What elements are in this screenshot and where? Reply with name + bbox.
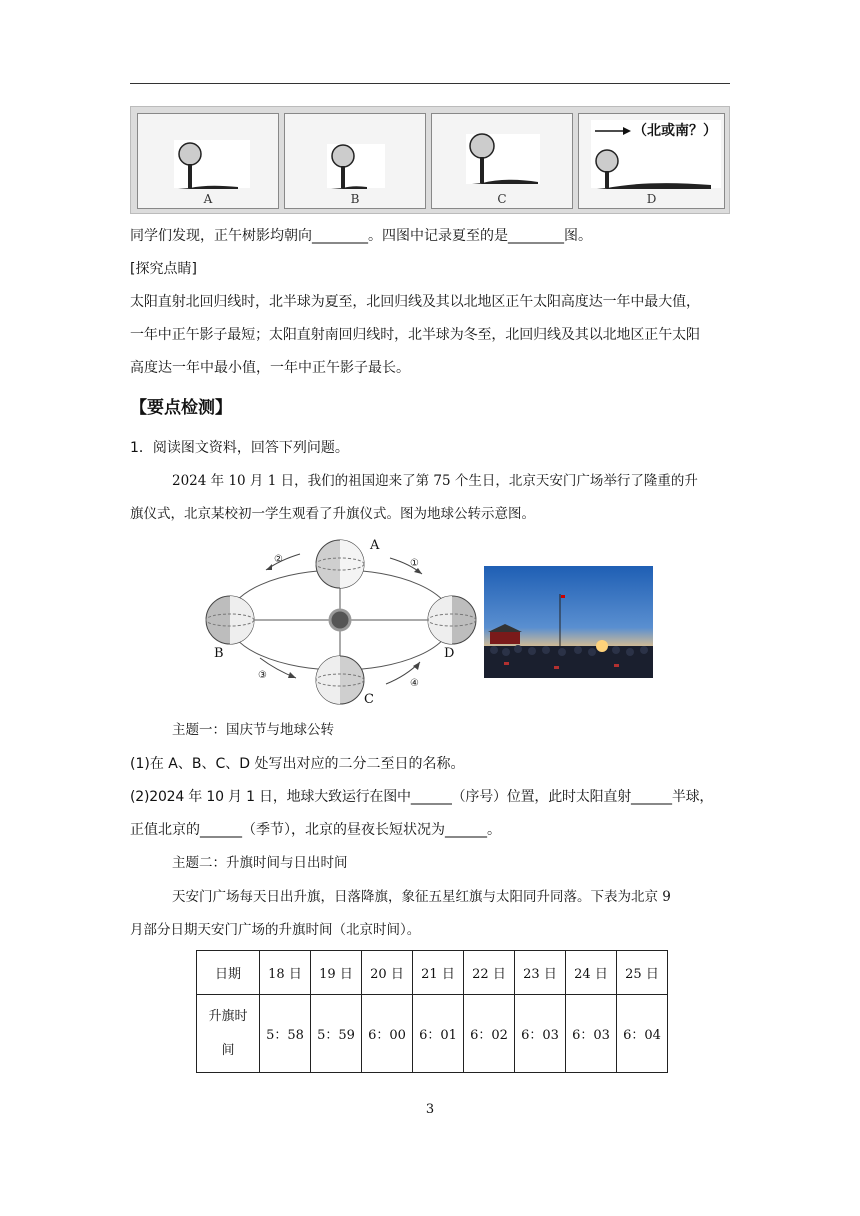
intro-line: 2024 年 10 月 1 日，我们的祖国迎来了第 75 个生日，北京天安门广场举行了隆重的升: [172, 473, 698, 489]
earth-icon: [316, 540, 364, 588]
table-cell: 6：02: [464, 995, 515, 1073]
earth-icon: [428, 596, 476, 644]
panel-b: [284, 113, 426, 209]
earth-orbit-diagram: [200, 534, 490, 714]
table-cell: 22 日: [464, 951, 515, 995]
panel-label: C: [497, 192, 507, 206]
table-cell: 21 日: [413, 951, 464, 995]
table-header: 日期: [197, 951, 260, 995]
table-cell: 18 日: [260, 951, 311, 995]
topic-two-text: 月部分日期天安门广场的升旗时间（北京时间）。: [130, 922, 421, 938]
orbit-number: ①: [410, 558, 419, 569]
question-text: 同学们发现，正午树影均朝向________。四图中记录夏至的是________图。: [130, 228, 592, 244]
section-heading: 【要点检测】: [130, 398, 232, 418]
topic-one: 主题一：国庆节与地球公转: [172, 722, 334, 738]
intro-line: 旗仪式，北京某校初一学生观看了升旗仪式。图为地球公转示意图。: [130, 506, 535, 522]
table-cell: 6：03: [515, 995, 566, 1073]
table-cell: 19 日: [311, 951, 362, 995]
orbit-number: ②: [274, 554, 283, 565]
table-header-line: 升旗时: [208, 1008, 248, 1024]
earth-icon: [206, 596, 254, 644]
table-cell: 5：58: [260, 995, 311, 1073]
orbit-svg: [200, 534, 490, 714]
tree-shadow-figure: [130, 106, 730, 214]
sub-question-2-cont: 正值北京的______（季节），北京的昼夜长短状况为______。: [130, 822, 501, 838]
table-header-line: 间: [221, 1042, 235, 1058]
orbit-number: ④: [410, 678, 419, 689]
panel-label: D: [646, 192, 657, 206]
table-cell: 24 日: [566, 951, 617, 995]
inquiry-line: 高度达一年中最小值，一年中正午影子最长。: [130, 360, 410, 376]
sun-icon: [330, 610, 350, 630]
inquiry-line: 太阳直射北回归线时，北半球为夏至，北回归线及其以北地区正午太阳高度达一年中最大值，: [130, 294, 700, 310]
panel-d: [578, 113, 725, 209]
header-rule: [130, 83, 730, 84]
question-title: 1．阅读图文资料，回答下列问题。: [130, 440, 349, 456]
orbit-label-d: D: [444, 646, 455, 661]
inquiry-heading: [探究点睛]: [130, 261, 197, 277]
table-cell: 6：00: [362, 995, 413, 1073]
table-cell: 25 日: [617, 951, 668, 995]
flag-raising-table: [196, 950, 668, 1073]
inquiry-line: 一年中正午影子最短；太阳直射南回归线时，北半球为冬至，北回归线及其以北地区正午太阳: [130, 327, 700, 343]
direction-label: （北或南？）: [633, 123, 717, 139]
table-header: [197, 995, 260, 1073]
panel-c: [431, 113, 573, 209]
table-cell: 6：04: [617, 995, 668, 1073]
table-cell: 6：03: [566, 995, 617, 1073]
topic-two: 主题二：升旗时间与日出时间: [172, 855, 348, 871]
table-row: [197, 951, 668, 995]
orbit-label-b: B: [214, 646, 224, 661]
panel-a: [137, 113, 279, 209]
orbit-number: ③: [258, 670, 267, 681]
table-cell: 6：01: [413, 995, 464, 1073]
sub-question-1: (1)在 A、B、C、D 处写出对应的二分二至日的名称。: [130, 756, 465, 772]
sub-question-2: (2)2024 年 10 月 1 日，地球大致运行在图中______（序号）位置，此时太阳直射______半球，: [130, 789, 714, 805]
tiananmen-photo: [484, 566, 653, 678]
table-row: [197, 995, 668, 1073]
panel-label: A: [203, 192, 213, 206]
panel-label: B: [350, 192, 360, 206]
topic-two-text: 天安门广场每天日出升旗，日落降旗，象征五星红旗与太阳同升同落。下表为北京 9: [172, 889, 671, 905]
table-cell: 5：59: [311, 995, 362, 1073]
table-cell: 20 日: [362, 951, 413, 995]
orbit-label-a: A: [370, 538, 380, 553]
orbit-label-c: C: [364, 692, 374, 707]
table-cell: 23 日: [515, 951, 566, 995]
tiananmen-photo-image: [484, 566, 653, 678]
earth-icon: [316, 656, 364, 704]
page-number: 3: [425, 1102, 435, 1117]
